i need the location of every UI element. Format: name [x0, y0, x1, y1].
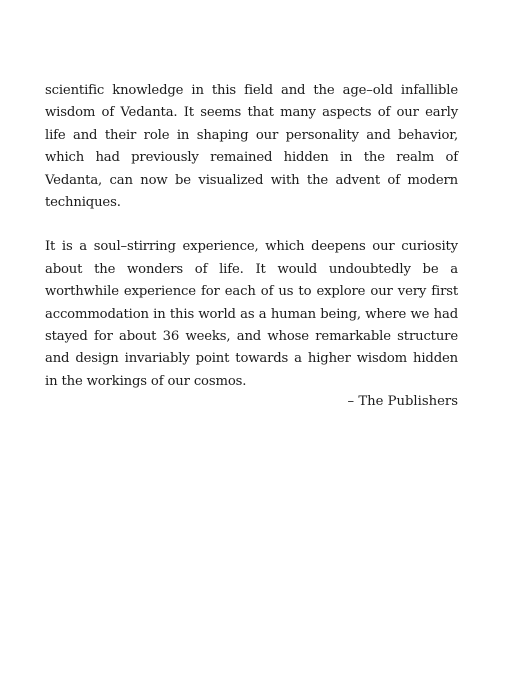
publisher-signature: – The Publishers [347, 394, 458, 409]
paragraph-1: scientific knowledge in this field and the age–old infallible wisdom of Vedanta. It seems that many aspects of our early life and their role in shaping our personality and behavior, which had previously remained hidden in the realm of Vedanta, can now be visualized with the advent of modern techniques. [45, 83, 458, 211]
body-text [45, 80, 458, 415]
paragraph-2: It is a soul–stirring experience, which deepens our curiosity about the wonders of life. It would undoubtedly be a worthwhile experience for each of us to explore our very first accommodation in this world as a human being, where we had stayed for about 36 weeks, and whose remarkable structure and design invariably point towards a higher wisdom hidden in the workings of our cosmos. [45, 239, 458, 389]
